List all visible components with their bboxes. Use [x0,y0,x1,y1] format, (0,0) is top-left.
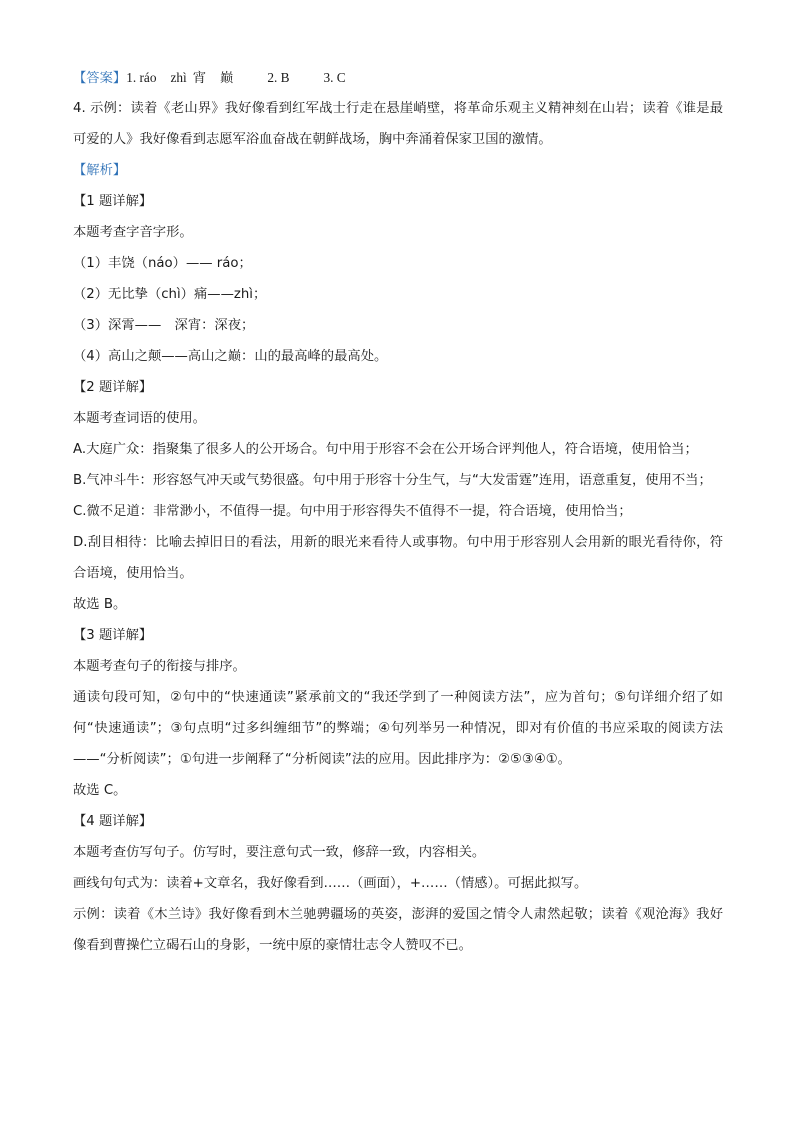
s1-item-2: （2）无比挚（chì）痛——zhì； [73,287,267,302]
answer-q3: 3. C [323,70,346,85]
s2-heading: 【2 题详解】 [73,380,153,395]
q4-answer: 4. 示例：读着《老山界》我好像看到红军战士行走在悬崖峭壁，将革命乐观主义精神刻在山岩；读着《谁是最可爱的人》我好像看到志愿军浴血奋战在朝鲜战场，胸中奔涌着保家卫国的激情。 [73,101,723,147]
analysis-tag: 【解析】 [73,163,127,178]
s2-conclusion: 故选 B。 [73,597,127,612]
answer-q1-c: 宵 [192,71,207,86]
answer-q2: 2. B [267,70,290,85]
s2-option-a: A.大庭广众：指聚集了很多人的公开场合。句中用于形容不会在公开场合评判他人，符合语境，使用恰当； [73,442,698,457]
s1-item-1: （1）丰饶（náo）—— ráo； [73,256,252,271]
answer-q1-d: 巅 [220,71,234,86]
answer-line [73,62,723,93]
s4-pattern: 画线句句式为：读着+文章名，我好像看到……（画面），+……（情感）。可据此拟写。 [73,876,588,891]
s1-item-4: （4）高山之颠——高山之巅：山的最高峰的最高处。 [73,349,388,364]
answer-q1-b: zhì [170,70,187,85]
s4-heading: 【4 题详解】 [73,814,153,829]
s4-example: 示例：读着《木兰诗》我好像看到木兰驰骋疆场的英姿，澎湃的爱国之情令人肃然起敬；读着《观沧海》我好像看到曹操伫立碣石山的身影，一统中原的豪情壮志令人赞叹不已。 [73,907,723,953]
s1-item-3: （3）深霄—— 深宵：深夜； [73,318,255,333]
s3-intro: 本题考查句子的衔接与排序。 [73,659,246,674]
s2-option-b: B.气冲斗牛：形容怒气冲天或气势很盛。句中用于形容十分生气，与“大发雷霆”连用，语意重复，使用不当； [73,473,712,488]
s1-intro: 本题考查字音字形。 [73,225,193,240]
s2-option-c: C.微不足道：非常渺小，不值得一提。句中用于形容得失不值得不一提，符合语境，使用恰当； [73,504,632,519]
s4-intro: 本题考查仿写句子。仿写时，要注意句式一致，修辞一致，内容相关。 [73,845,486,860]
s3-body: 通读句段可知，②句中的“快速通读”紧承前文的“我还学到了一种阅读方法”，应为首句；⑤句详细介绍了如何“快速通读”；③句点明“过多纠缠细节”的弊端；④句列举另一种情况，即对有价值的书应采取的阅读方法——“分析阅读”；①句进一步阐释了“分析阅读”法的应用。因此排序为：②⑤③④①。 [73,690,723,767]
s2-option-d: D.刮目相待：比喻去掉旧日的看法，用新的眼光来看待人或事物。句中用于形容别人会用新的眼光看待你，符合语境，使用恰当。 [73,535,723,581]
answer-q1: 1. ráo [126,70,157,85]
document-page [73,62,723,961]
s2-intro: 本题考查词语的使用。 [73,411,206,426]
answer-tag: 【答案】 [73,71,127,86]
s3-conclusion: 故选 C。 [73,783,127,798]
s3-heading: 【3 题详解】 [73,628,153,643]
s1-heading: 【1 题详解】 [73,194,153,209]
